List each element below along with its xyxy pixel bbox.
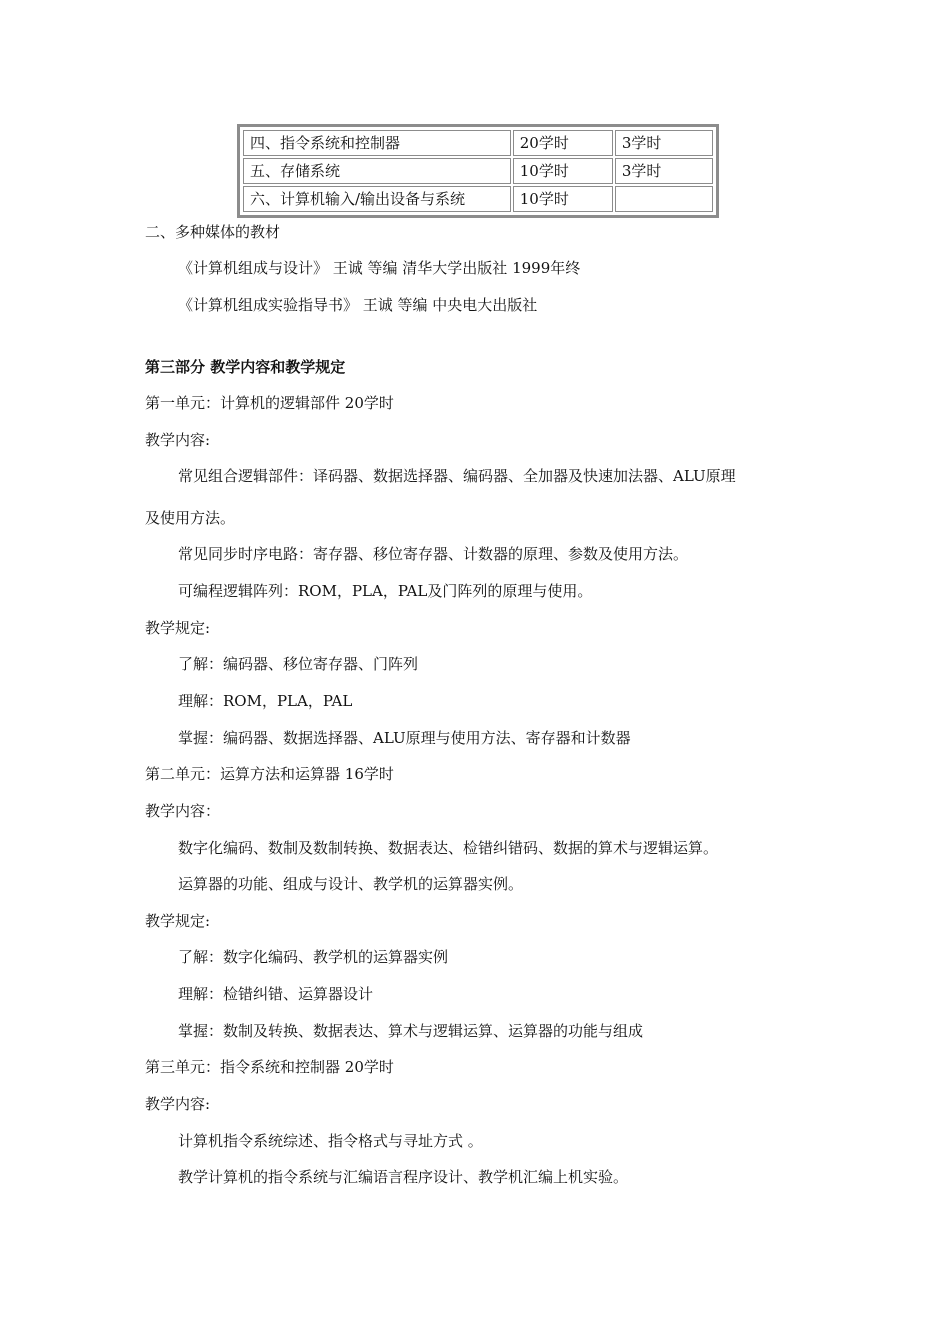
- hours-table: [237, 124, 719, 218]
- subheading: 教学规定:: [145, 912, 211, 930]
- subheading: 教学内容:: [145, 431, 211, 449]
- table-cell: 3学时: [615, 130, 713, 156]
- table-cell: 20学时: [513, 130, 613, 156]
- table-cell: 3学时: [615, 158, 713, 184]
- unit-heading: 第一单元：计算机的逻辑部件 20学时: [145, 394, 394, 412]
- unit-heading: 第三单元：指令系统和控制器 20学时: [145, 1058, 394, 1076]
- table-row: [243, 130, 713, 156]
- paragraph: 了解：数字化编码、教学机的运算器实例: [178, 948, 449, 966]
- paragraph: 运算器的功能、组成与设计、教学机的运算器实例。: [178, 875, 524, 893]
- table-cell: 五、存储系统: [243, 158, 511, 184]
- subheading: 教学规定:: [145, 619, 211, 637]
- paragraph: 了解：编码器、移位寄存器、门阵列: [178, 655, 419, 673]
- table-cell: 10学时: [513, 158, 613, 184]
- subheading: 教学内容:: [145, 1095, 211, 1113]
- table-cell: 10学时: [513, 186, 613, 212]
- part-heading: 第三部分 教学内容和教学规定: [145, 358, 346, 376]
- table-cell: [615, 186, 713, 212]
- paragraph: 掌握：编码器、数据选择器、ALU原理与使用方法、寄存器和计数器: [178, 729, 631, 747]
- paragraph: 理解：检错纠错、运算器设计: [178, 985, 374, 1003]
- paragraph: 理解：ROM，PLA，PAL: [178, 692, 353, 710]
- subheading: 教学内容：: [145, 802, 221, 820]
- paragraph: 计算机指令系统综述、指令格式与寻址方式 。: [178, 1132, 483, 1150]
- table-row: [243, 158, 713, 184]
- unit-heading: 第二单元：运算方法和运算器 16学时: [145, 765, 394, 783]
- table-cell: 六、计算机输入/输出设备与系统: [243, 186, 511, 212]
- paragraph: 教学计算机的指令系统与汇编语言程序设计、教学机汇编上机实验。: [178, 1168, 629, 1186]
- table-cell: 四、指令系统和控制器: [243, 130, 511, 156]
- paragraph: 常见组合逻辑部件：译码器、数据选择器、编码器、全加器及快速加法器、ALU原理: [178, 467, 736, 485]
- textbook-item: 《计算机组成实验指导书》 王诚 等编 中央电大出版社: [178, 296, 538, 314]
- paragraph: 常见同步时序电路：寄存器、移位寄存器、计数器的原理、参数及使用方法。: [178, 545, 689, 563]
- paragraph: 及使用方法。: [145, 509, 236, 527]
- paragraph: 数字化编码、数制及数制转换、数据表达、检错纠错码、数据的算术与逻辑运算。: [178, 839, 719, 857]
- paragraph: 可编程逻辑阵列：ROM，PLA，PAL及门阵列的原理与使用。: [178, 582, 593, 600]
- textbook-item: 《计算机组成与设计》 王诚 等编 清华大学出版社 1999年终: [178, 259, 581, 277]
- section-heading: 二、多种媒体的教材: [145, 223, 281, 241]
- table-row: [243, 186, 713, 212]
- paragraph: 掌握：数制及转换、数据表达、算术与逻辑运算、运算器的功能与组成: [178, 1022, 644, 1040]
